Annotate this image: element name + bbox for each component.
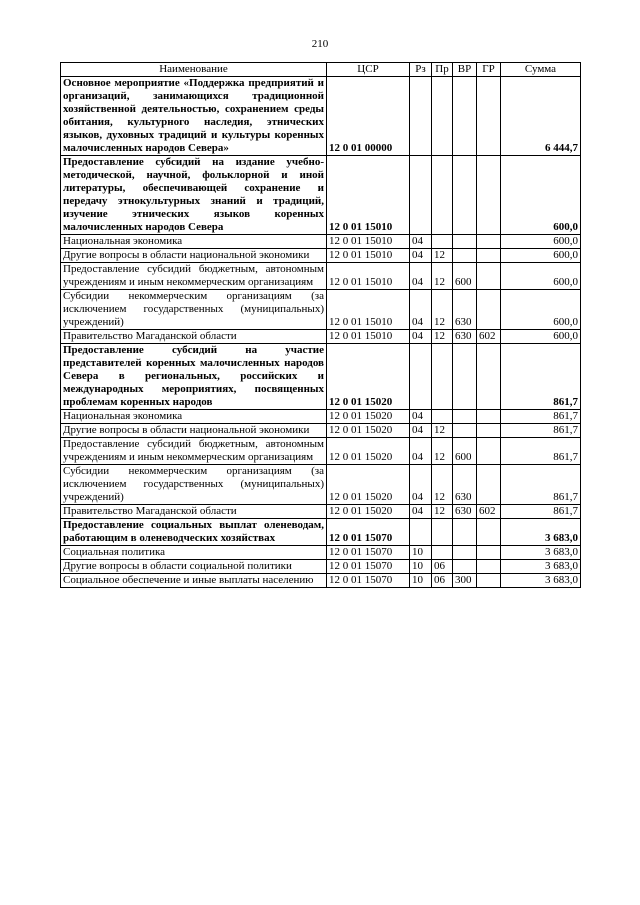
pr-cell: 12	[432, 330, 453, 344]
pr-cell	[432, 410, 453, 424]
rz-cell: 04	[410, 505, 432, 519]
csr-cell: 12 0 01 15020	[327, 438, 410, 465]
vr-cell: 600	[453, 263, 477, 290]
table-row	[61, 344, 581, 410]
pr-cell	[432, 519, 453, 546]
vr-cell	[453, 519, 477, 546]
gr-cell	[477, 235, 501, 249]
sum-cell: 861,7	[501, 438, 581, 465]
table-row	[61, 77, 581, 156]
csr-cell: 12 0 01 15010	[327, 235, 410, 249]
name-cell: Другие вопросы в области национальной экономики	[61, 424, 327, 438]
csr-cell: 12 0 01 15020	[327, 424, 410, 438]
name-cell: Субсидии некоммерческим организациям (за исключением государственных (муниципальных) учреждений)	[61, 290, 327, 330]
table-row	[61, 249, 581, 263]
budget-table	[60, 62, 581, 588]
vr-cell	[453, 77, 477, 156]
vr-cell: 630	[453, 290, 477, 330]
sum-cell: 861,7	[501, 465, 581, 505]
sum-cell: 3 683,0	[501, 546, 581, 560]
gr-cell	[477, 263, 501, 290]
pr-cell	[432, 156, 453, 235]
gr-cell	[477, 249, 501, 263]
gr-cell	[477, 410, 501, 424]
header-sum: Сумма	[501, 63, 581, 77]
table-row	[61, 546, 581, 560]
table-row	[61, 330, 581, 344]
name-cell: Социальное обеспечение и иные выплаты населению	[61, 574, 327, 588]
vr-cell	[453, 410, 477, 424]
gr-cell: 602	[477, 330, 501, 344]
rz-cell: 10	[410, 546, 432, 560]
pr-cell: 06	[432, 574, 453, 588]
rz-cell: 04	[410, 263, 432, 290]
vr-cell	[453, 560, 477, 574]
rz-cell	[410, 77, 432, 156]
name-cell: Национальная экономика	[61, 410, 327, 424]
gr-cell	[477, 290, 501, 330]
vr-cell	[453, 249, 477, 263]
name-cell: Субсидии некоммерческим организациям (за исключением государственных (муниципальных) учреждений)	[61, 465, 327, 505]
table-row	[61, 410, 581, 424]
header-name: Наименование	[61, 63, 327, 77]
pr-cell	[432, 546, 453, 560]
csr-cell: 12 0 01 15020	[327, 344, 410, 410]
vr-cell	[453, 344, 477, 410]
sum-cell: 600,0	[501, 290, 581, 330]
page-number: 210	[311, 38, 329, 50]
sum-cell: 861,7	[501, 424, 581, 438]
pr-cell: 12	[432, 505, 453, 519]
vr-cell: 630	[453, 465, 477, 505]
name-cell: Основное мероприятие «Поддержка предприятий и организаций, занимающихся традиционной хозяйственной деятельностью, сохранением среды обитания, культурного наследия, этнических языков, духовных традиций и культуры коренных малочисленных народов Севера»	[61, 77, 327, 156]
name-cell: Правительство Магаданской области	[61, 330, 327, 344]
csr-cell: 12 0 01 15020	[327, 505, 410, 519]
table-header-row	[61, 63, 581, 77]
gr-cell	[477, 560, 501, 574]
rz-cell: 04	[410, 410, 432, 424]
rz-cell: 10	[410, 560, 432, 574]
name-cell: Другие вопросы в области национальной экономики	[61, 249, 327, 263]
name-cell: Предоставление субсидий бюджетным, автономным учреждениям и иным некоммерческим организациям	[61, 263, 327, 290]
csr-cell: 12 0 01 15010	[327, 290, 410, 330]
sum-cell: 3 683,0	[501, 574, 581, 588]
sum-cell: 6 444,7	[501, 77, 581, 156]
gr-cell	[477, 156, 501, 235]
name-cell: Национальная экономика	[61, 235, 327, 249]
rz-cell: 04	[410, 235, 432, 249]
rz-cell: 04	[410, 290, 432, 330]
sum-cell: 861,7	[501, 410, 581, 424]
vr-cell	[453, 235, 477, 249]
vr-cell: 630	[453, 330, 477, 344]
rz-cell: 04	[410, 465, 432, 505]
rz-cell	[410, 156, 432, 235]
pr-cell: 12	[432, 424, 453, 438]
vr-cell	[453, 156, 477, 235]
pr-cell	[432, 235, 453, 249]
csr-cell: 12 0 01 15010	[327, 330, 410, 344]
table-row	[61, 235, 581, 249]
name-cell: Правительство Магаданской области	[61, 505, 327, 519]
sum-cell: 600,0	[501, 263, 581, 290]
rz-cell: 04	[410, 330, 432, 344]
csr-cell: 12 0 01 15070	[327, 574, 410, 588]
table-row	[61, 519, 581, 546]
gr-cell	[477, 574, 501, 588]
sum-cell: 861,7	[501, 505, 581, 519]
table-row	[61, 290, 581, 330]
sum-cell: 600,0	[501, 330, 581, 344]
name-cell: Другие вопросы в области социальной политики	[61, 560, 327, 574]
header-csr: ЦСР	[327, 63, 410, 77]
header-rz: Рз	[410, 63, 432, 77]
vr-cell: 300	[453, 574, 477, 588]
table-row	[61, 560, 581, 574]
csr-cell: 12 0 01 15070	[327, 546, 410, 560]
gr-cell	[477, 519, 501, 546]
rz-cell: 10	[410, 574, 432, 588]
vr-cell	[453, 546, 477, 560]
header-pr: Пр	[432, 63, 453, 77]
pr-cell: 12	[432, 249, 453, 263]
sum-cell: 600,0	[501, 249, 581, 263]
table-row	[61, 424, 581, 438]
name-cell: Предоставление субсидий на издание учебно-методической, научной, фольклорной и иной литературы, обеспечивающей сохранение и передачу этнокультурных знаний и традиций, изучение этнических языков коренных малочисленных народов Севера	[61, 156, 327, 235]
table-body	[61, 77, 581, 588]
gr-cell	[477, 438, 501, 465]
pr-cell: 12	[432, 465, 453, 505]
pr-cell: 12	[432, 438, 453, 465]
pr-cell	[432, 344, 453, 410]
gr-cell	[477, 546, 501, 560]
name-cell: Предоставление социальных выплат оленеводам, работающим в оленеводческих хозяйствах	[61, 519, 327, 546]
header-gr: ГР	[477, 63, 501, 77]
gr-cell	[477, 344, 501, 410]
pr-cell: 06	[432, 560, 453, 574]
table-row	[61, 465, 581, 505]
pr-cell	[432, 77, 453, 156]
rz-cell: 04	[410, 438, 432, 465]
sum-cell: 3 683,0	[501, 560, 581, 574]
csr-cell: 12 0 01 00000	[327, 77, 410, 156]
sum-cell: 3 683,0	[501, 519, 581, 546]
table-row	[61, 438, 581, 465]
sum-cell: 600,0	[501, 156, 581, 235]
gr-cell	[477, 465, 501, 505]
vr-cell	[453, 424, 477, 438]
gr-cell	[477, 424, 501, 438]
csr-cell: 12 0 01 15010	[327, 263, 410, 290]
gr-cell	[477, 77, 501, 156]
name-cell: Предоставление субсидий на участие представителей коренных малочисленных народов Севера в региональных, российских и международных мероприятиях, посвященных проблемам коренных народов	[61, 344, 327, 410]
vr-cell: 630	[453, 505, 477, 519]
table-row	[61, 263, 581, 290]
table-row	[61, 574, 581, 588]
vr-cell: 600	[453, 438, 477, 465]
pr-cell: 12	[432, 290, 453, 330]
csr-cell: 12 0 01 15010	[327, 249, 410, 263]
csr-cell: 12 0 01 15020	[327, 410, 410, 424]
csr-cell: 12 0 01 15010	[327, 156, 410, 235]
header-vr: ВР	[453, 63, 477, 77]
csr-cell: 12 0 01 15070	[327, 560, 410, 574]
name-cell: Предоставление субсидий бюджетным, автономным учреждениям и иным некоммерческим организациям	[61, 438, 327, 465]
csr-cell: 12 0 01 15020	[327, 465, 410, 505]
name-cell: Социальная политика	[61, 546, 327, 560]
rz-cell	[410, 519, 432, 546]
rz-cell	[410, 344, 432, 410]
pr-cell: 12	[432, 263, 453, 290]
csr-cell: 12 0 01 15070	[327, 519, 410, 546]
sum-cell: 861,7	[501, 344, 581, 410]
sum-cell: 600,0	[501, 235, 581, 249]
table-row	[61, 156, 581, 235]
rz-cell: 04	[410, 249, 432, 263]
table-row	[61, 505, 581, 519]
rz-cell: 04	[410, 424, 432, 438]
gr-cell: 602	[477, 505, 501, 519]
